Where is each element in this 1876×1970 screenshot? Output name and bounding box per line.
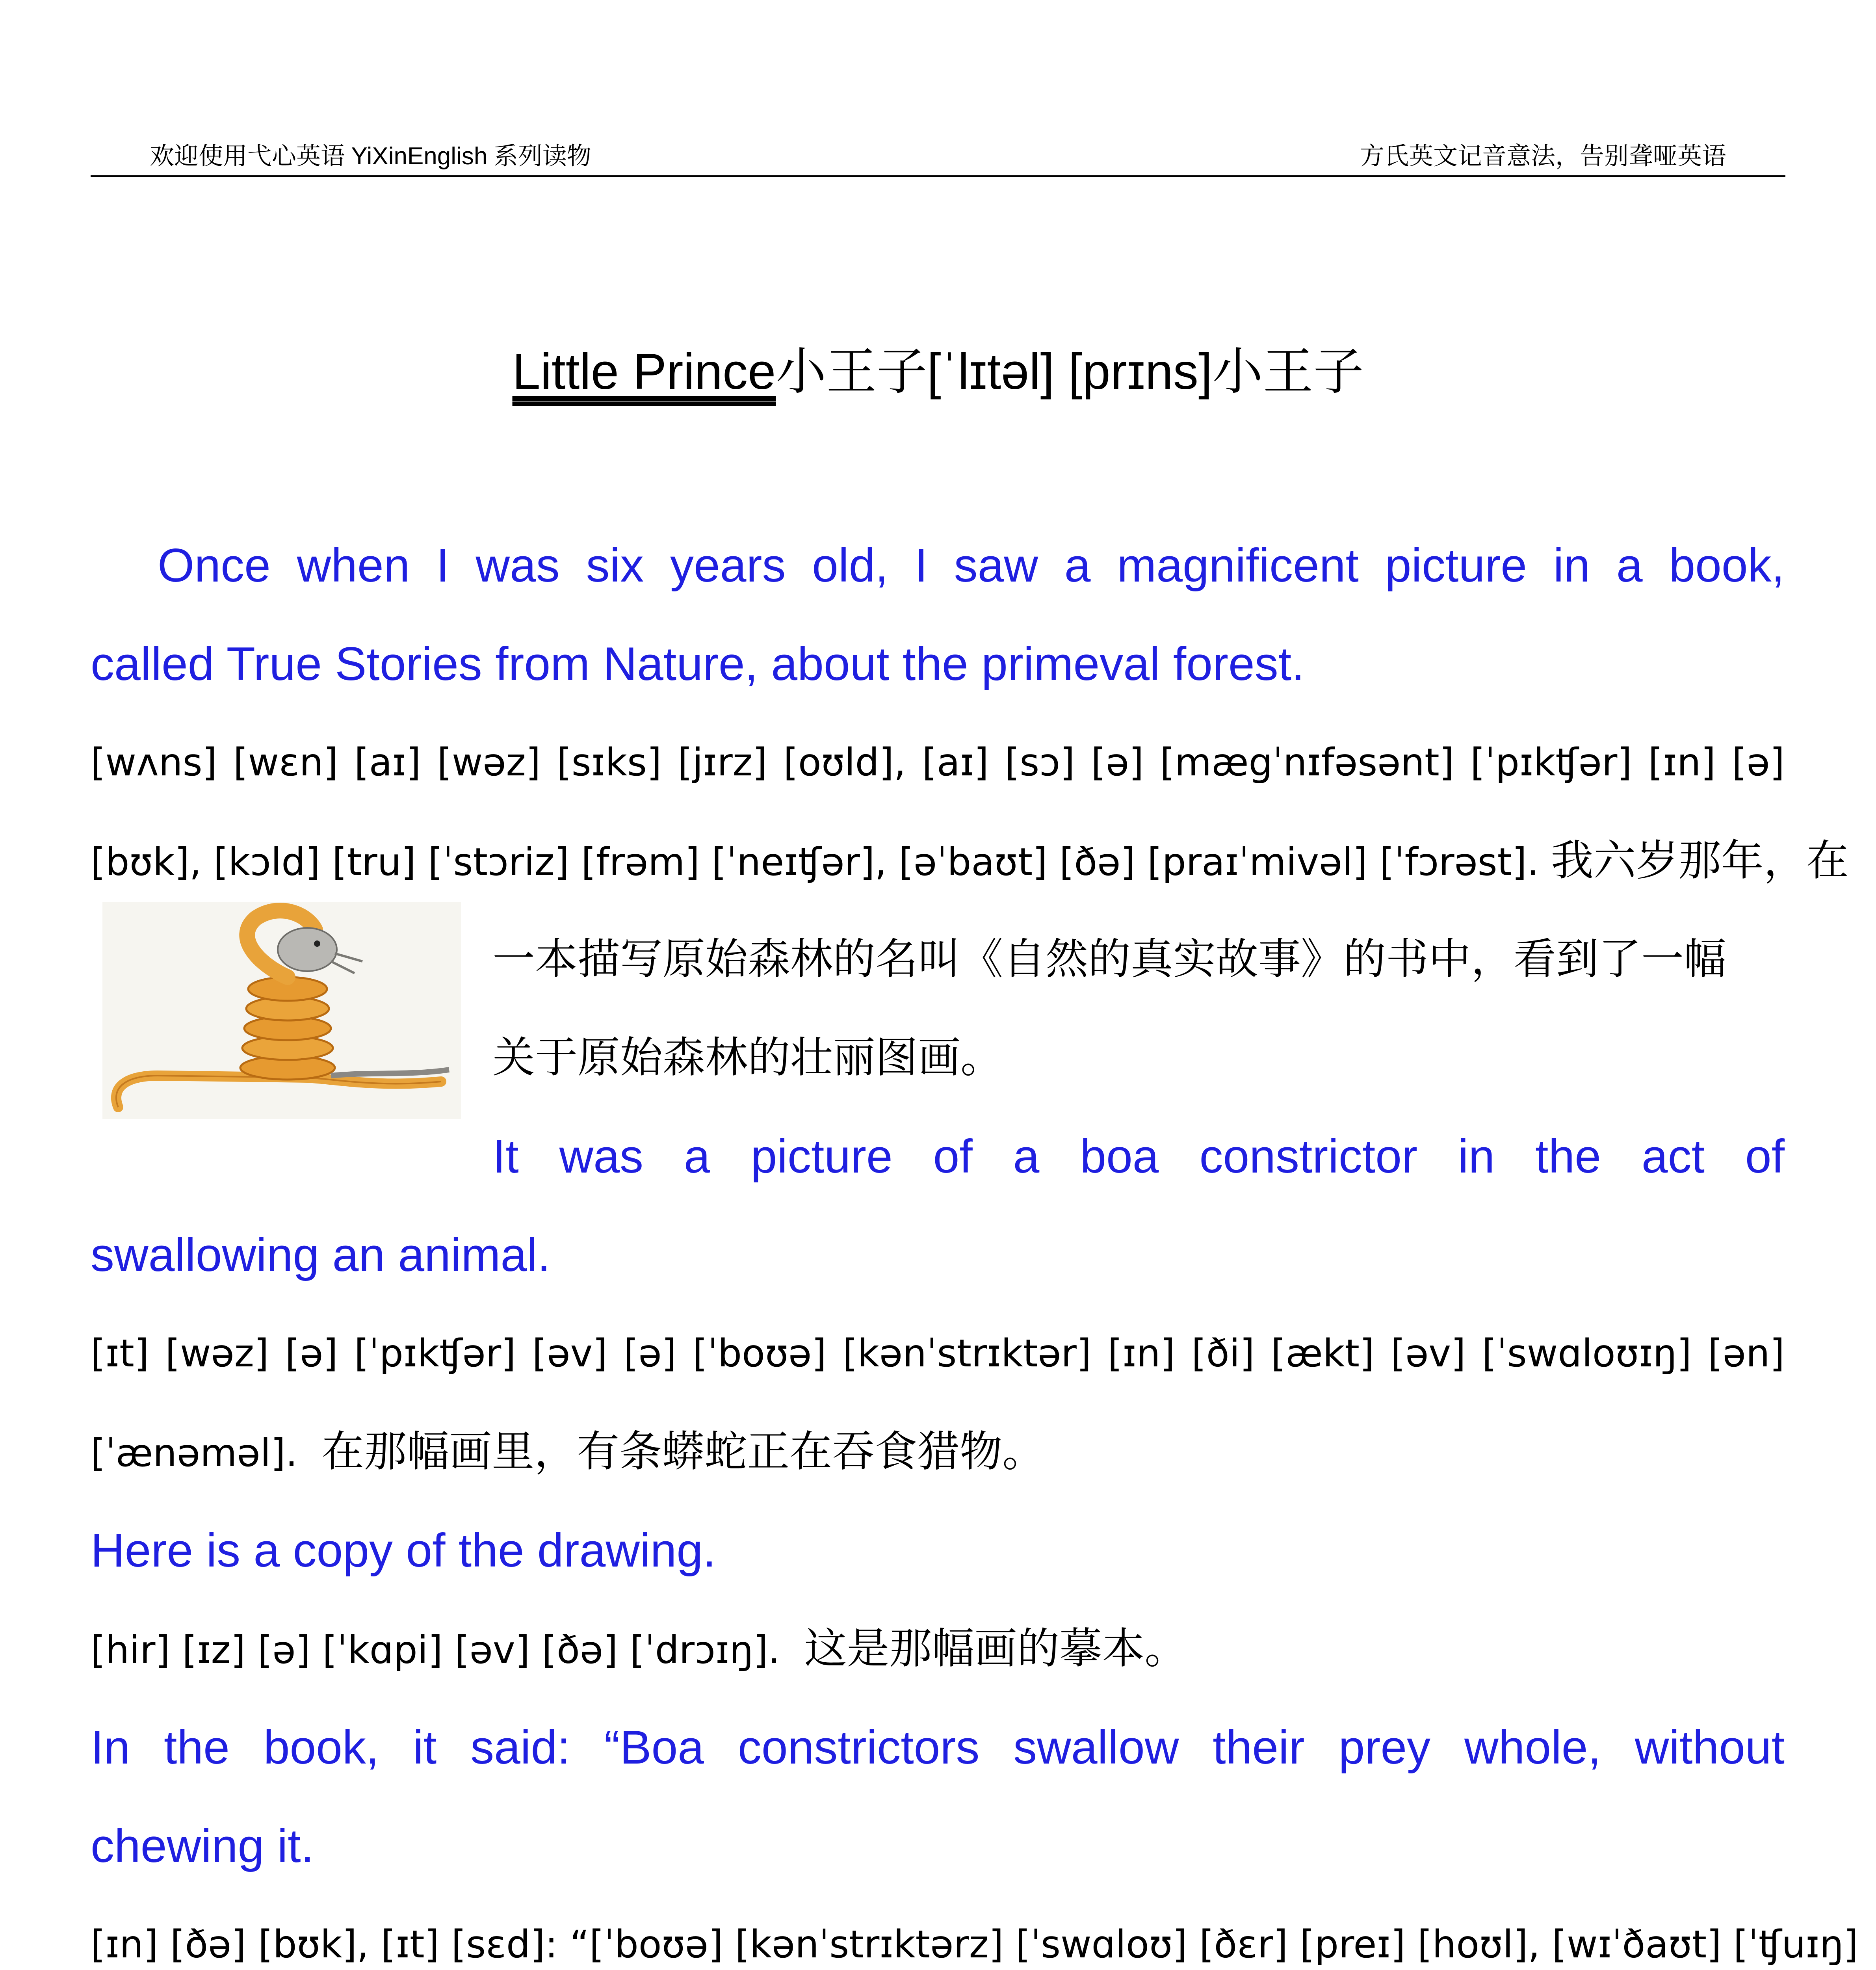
english-line: It was a picture of a boa constrictor in the act of (492, 1130, 1785, 1183)
ipa-line: [ɪn] [ðə] [bʊk], [ɪt] [sɛd]: “[ˈboʊə] [kənˈstrɪktərz] [ˈswɑloʊ] [ðɛr] [preɪ] [hoʊl], [wɪˈðaʊt] [ˈʧuɪŋ] (91, 1922, 1859, 1966)
paragraph-1 (91, 516, 1849, 910)
boa-constrictor-illustration (102, 902, 461, 1119)
ipa-line-with-translation (91, 1600, 1785, 1698)
english-line: swallowing an animal. (91, 1228, 551, 1281)
ipa-text: [hir] [ɪz] [ə] [ˈkɑpi] [əv] [ðə] [ˈdrɔɪŋ]. (91, 1628, 780, 1672)
header-prefix: 欢迎使用弋心英语 (150, 143, 351, 170)
header-brand: YiXinEnglish (351, 143, 488, 170)
english-line: chewing it. (91, 1819, 314, 1872)
ipa-text: [bʊk], [kɔld] [tru] [ˈstɔriz] [frəm] [ˈneɪʧər], [əˈbaʊt] [ðə] [praɪˈmivəl] [ˈfɔrəst]. (91, 840, 1539, 884)
ipa-line: [ɪt] [wəz] [ə] [ˈpɪkʧər] [əv] [ə] [ˈboʊə] [kənˈstrɪktər] [ɪn] [ði] [ækt] [əv] [ˈswɑloʊɪŋ] [ən] (91, 1331, 1785, 1375)
paragraph-3 (91, 1501, 1785, 1698)
ipa-line-with-translation (91, 812, 1849, 910)
paragraph-2 (91, 1206, 1785, 1501)
header-series-title (150, 136, 591, 171)
english-line: called True Stories from Nature, about the primeval forest. (91, 637, 1305, 690)
ipa-line: [wʌns] [wɛn] [aɪ] [wəz] [sɪks] [jɪrz] [oʊld], [aɪ] [sɔ] [ə] [mægˈnɪfəsənt] [ˈpɪkʧər] [ɪn] [ə] (91, 740, 1785, 784)
page-title (0, 331, 1876, 403)
title-english: Little Prince (512, 344, 776, 400)
illustration-svg (102, 902, 461, 1119)
paragraph-1-translation (492, 910, 1785, 1107)
header-slogan: 方氏英文记音意法，告别聋哑英语 (1360, 143, 1726, 170)
chinese-translation: 这是那幅画的摹本。 (804, 1624, 1187, 1673)
page-header (91, 138, 1785, 177)
chinese-translation-start: 我六岁那年，在 (1551, 836, 1849, 885)
title-text: 小王子[ˈlɪtəl] [prɪns]小王子 (776, 344, 1364, 400)
ipa-text: [ˈænəməl]. (91, 1431, 298, 1475)
english-line: Here is a copy of the drawing. (91, 1524, 716, 1577)
ipa-line-with-translation (91, 1403, 1785, 1501)
chinese-line: 关于原始森林的壮丽图画。 (492, 1033, 1003, 1082)
chinese-line: 一本描写原始森林的名叫《自然的真实故事》的书中，看到了一幅 (492, 935, 1727, 984)
header-suffix: 系列读物 (487, 143, 591, 170)
paragraph-2-start (492, 1107, 1785, 1206)
paragraph-4 (91, 1698, 1859, 1970)
english-line: Once when I was six years old, I saw a magnificent picture in a book, (158, 539, 1785, 592)
english-line: In the book, it said: “Boa constrictors swallow their prey whole, without (91, 1721, 1785, 1774)
chinese-translation: 在那幅画里，有条蟒蛇正在吞食猎物。 (321, 1427, 1045, 1476)
